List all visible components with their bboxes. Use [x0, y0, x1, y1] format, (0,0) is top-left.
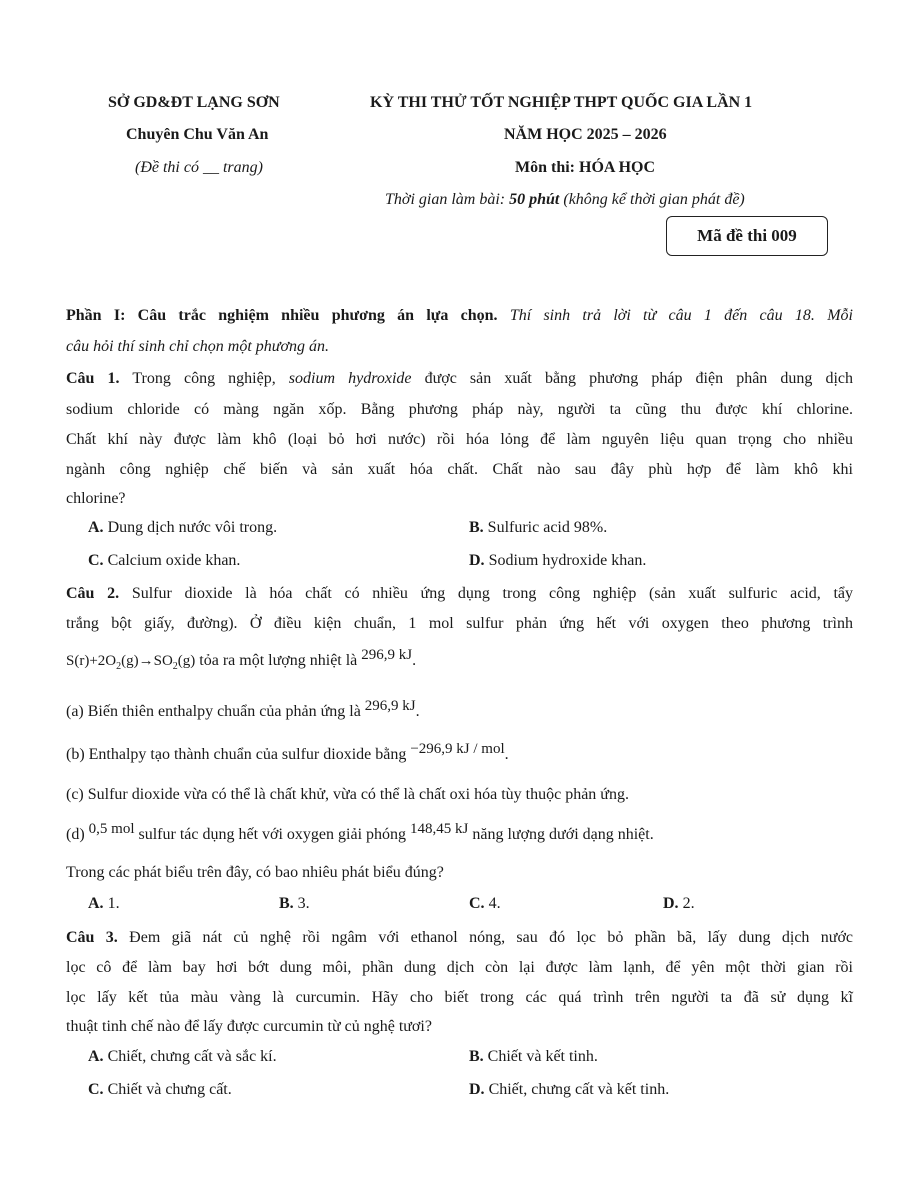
q2-option-b[interactable] [279, 895, 310, 913]
time-prefix: Thời gian làm bài: [385, 191, 510, 208]
q2-option-a[interactable] [88, 895, 120, 913]
time-note [385, 191, 745, 209]
school-year: NĂM HỌC 2025 – 2026 [504, 126, 667, 143]
option-text: 2. [678, 895, 695, 912]
q1-option-a[interactable] [88, 519, 277, 537]
option-text: 3. [293, 895, 310, 912]
q1-option-c[interactable] [88, 552, 240, 570]
option-key: C. [469, 895, 485, 912]
q1-option-b[interactable] [469, 519, 607, 537]
statement-text: năng lượng dưới dạng nhiệt. [468, 826, 654, 843]
option-text: Chiết và kết tinh. [483, 1048, 598, 1065]
q2-line-1 [66, 584, 853, 604]
eq-after: tỏa ra một lượng nhiệt là [195, 652, 362, 669]
eq-sub: 2 [116, 661, 122, 672]
part1-heading [66, 306, 853, 326]
q2-option-d[interactable] [663, 895, 695, 913]
q2-question: Trong các phát biểu trên đây, có bao nhiêu phát biểu đúng? [66, 864, 444, 881]
eq-part: S(r)+2O [66, 653, 117, 669]
q3-option-d[interactable] [469, 1081, 669, 1099]
time-suffix: (không kể thời gian phát đề) [559, 191, 745, 208]
option-key: A. [88, 895, 104, 912]
eq-part: (g) [177, 653, 196, 669]
q2-label: Câu 2. [66, 585, 120, 602]
eq-part: (g)→SO [121, 653, 173, 669]
eq-sub: 2 [172, 661, 178, 672]
option-key: B. [469, 519, 484, 536]
q1-line-3: Chất khí này được làm khô (loại bỏ hơi nước) rồi hóa lỏng để làm nguyên liệu quan trọng cho nhiều [66, 431, 853, 448]
option-key: C. [88, 1081, 104, 1098]
option-text: Chiết và chưng cất. [103, 1081, 232, 1098]
option-text: Sulfuric acid 98%. [483, 519, 608, 536]
dept-name: SỞ GD&ĐT LẠNG SƠN [108, 94, 280, 111]
exam-code: Mã đề thi 009 [697, 226, 797, 245]
option-key: C. [88, 552, 104, 569]
q2-statement-c: (c) Sulfur dioxide vừa có thể là chất khử, vừa có thể là chất oxi hóa tùy thuộc phản ứng. [66, 786, 629, 803]
option-key: B. [279, 895, 294, 912]
exam-code-box [666, 216, 828, 256]
statement-text: (b) Enthalpy tạo thành chuẩn của sulfur dioxide bằng [66, 746, 411, 763]
q2-line-2: trắng bột giấy, đường). Ở điều kiện chuẩn, 1 mol sulfur phản ứng hết với oxygen theo phương trình [66, 615, 853, 632]
q3-line-1 [66, 928, 853, 948]
option-key: A. [88, 1048, 104, 1065]
statement-value: 0,5 mol [88, 821, 135, 837]
option-text: 1. [103, 895, 120, 912]
option-key: D. [469, 552, 485, 569]
q1-line-1 [66, 369, 853, 389]
q1-line-5: chlorine? [66, 490, 126, 507]
statement-text: (d) [66, 826, 89, 843]
reaction-equation [66, 653, 196, 672]
q1-text-a: Trong công nghiệp, [119, 370, 289, 387]
pages-note: (Đề thi có __ trang) [135, 159, 263, 176]
q3-label: Câu 3. [66, 929, 118, 946]
q3-line-3: lọc lấy kết tủa màu vàng là curcumin. Hãy cho biết trong các quá trình trên người ta đã sử dụng kĩ [66, 989, 853, 1006]
option-text: Sodium hydroxide khan. [484, 552, 647, 569]
school-name: Chuyên Chu Văn An [126, 126, 269, 143]
q2-text-1: Sulfur dioxide là hóa chất có nhiều ứng dụng trong công nghiệp (sản xuất sulfuric acid, tẩy [119, 585, 853, 602]
subject: Môn thi: HÓA HỌC [515, 159, 656, 176]
option-key: A. [88, 519, 104, 536]
time-value: 50 phút [509, 191, 560, 208]
heat-value: 296,9 kJ [361, 647, 413, 663]
statement-value: 296,9 kJ [364, 698, 416, 714]
q1-option-d[interactable] [469, 552, 646, 570]
statement-text: sulfur tác dụng hết với oxygen giải phóng [134, 826, 411, 843]
q2-statement-d [66, 821, 853, 845]
part1-instr-1: Thí sinh trả lời từ câu 1 đến câu 18. Mỗi [497, 307, 853, 324]
option-text: Chiết, chưng cất và sắc kí. [103, 1048, 277, 1065]
q2-statement-a: (a) Biến thiên enthalpy chuẩn của phản ứng là 296,9 kJ. [66, 698, 420, 720]
q3-option-a[interactable] [88, 1048, 277, 1066]
option-key: D. [469, 1081, 485, 1098]
option-text: Calcium oxide khan. [103, 552, 241, 569]
part1-instr-2: câu hỏi thí sinh chỉ chọn một phương án. [66, 338, 330, 355]
q1-label: Câu 1. [66, 370, 120, 387]
q1-text-b: sodium hydroxide [288, 370, 412, 387]
statement-value: 148,45 kJ [410, 821, 469, 837]
q3-option-c[interactable] [88, 1081, 232, 1099]
q1-line-2: sodium chloride có màng ngăn xốp. Bằng phương pháp này, người ta cũng thu được khí chlorine. [66, 401, 853, 418]
q1-line-4: ngành công nghiệp chế biến và sản xuất hóa chất. Chất nào sau đây phù hợp để làm khô khi [66, 461, 853, 478]
exam-title: KỲ THI THỬ TỐT NGHIỆP THPT QUỐC GIA LẦN 1 [370, 94, 753, 111]
q3-text-1: Đem giã nát củ nghệ rồi ngâm với ethanol nóng, sau đó lọc bỏ phần bã, lấy dung dịch nước [117, 929, 854, 946]
option-text: 4. [484, 895, 501, 912]
part1-title: Phần I: Câu trắc nghiệm nhiều phương án lựa chọn. [66, 307, 498, 324]
q3-line-2: lọc cô để làm bay hơi bớt dung môi, phần dung dịch còn lại được làm lạnh, để yên một thời gian rồi [66, 959, 853, 976]
q2-option-c[interactable] [469, 895, 501, 913]
q2-statement-b: (b) Enthalpy tạo thành chuẩn của sulfur dioxide bằng −296,9 kJ / mol. [66, 741, 509, 763]
option-key: B. [469, 1048, 484, 1065]
q3-option-b[interactable] [469, 1048, 598, 1066]
q1-text-c: được sản xuất bằng phương pháp điện phân dung dịch [411, 370, 854, 387]
statement-value: −296,9 kJ / mol [410, 741, 505, 757]
q2-equation-line: $S(r)+2O_2(g)\to SO_2(g)$ tỏa ra một lượng nhiệt là 296,9 kJ. [66, 647, 417, 672]
statement-text: (a) Biến thiên enthalpy chuẩn của phản ứng là [66, 703, 365, 720]
option-text: Dung dịch nước vôi trong. [103, 519, 278, 536]
option-key: D. [663, 895, 679, 912]
option-text: Chiết, chưng cất và kết tinh. [484, 1081, 670, 1098]
q3-line-4: thuật tinh chế nào để lấy được curcumin từ củ nghệ tươi? [66, 1018, 432, 1035]
